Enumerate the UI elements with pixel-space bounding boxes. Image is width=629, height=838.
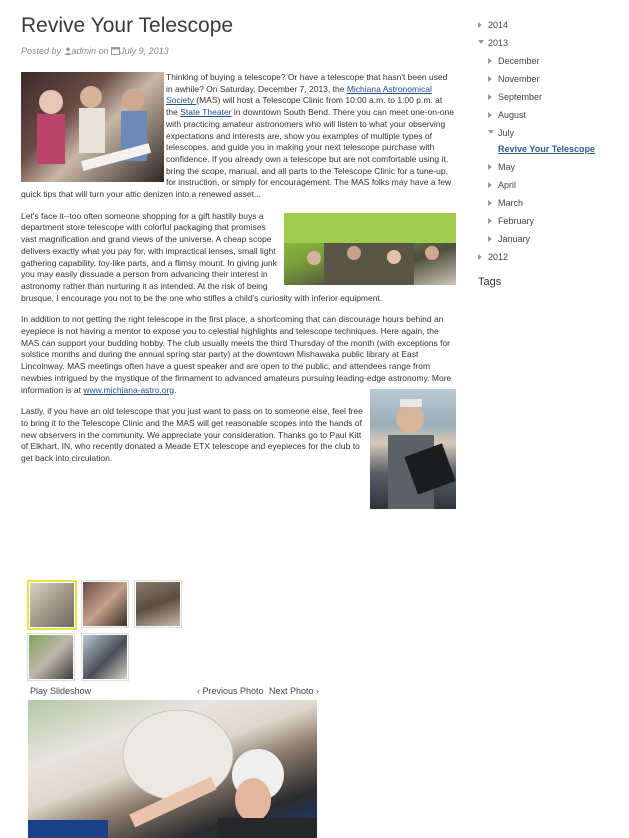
paragraph-2: Let's face it--too often someone shopping for a gift hastily buys a department store telescope with colorful packaging that promises vast magnification and grand views of the universe. A cheap scope delivers exactly what you pay for, with impractical lenses, small light gathering capability, toy-like parts, and a flimsy mount. In giving junk you may easily dissuade a person from advancing their interest in astronomy rather than nurturing it as intended. At the risk of being brusque, I encourage you not to be the one who stifles a child's curiosity with inferior equipment. [21,210,383,303]
gallery-thumbnail-selected[interactable] [27,580,77,630]
user-icon [64,47,72,57]
current-post-link[interactable]: Revive Your Telescope [498,144,596,154]
archive-month-november[interactable]: November [478,72,618,90]
play-slideshow-link[interactable]: Play Slideshow [30,686,92,696]
archive-month-april[interactable]: April [478,178,618,196]
previous-photo-link[interactable]: ‹ Previous Photo [197,686,264,696]
telescope-clinic-photo[interactable] [21,72,164,182]
author-link[interactable]: admin [71,46,97,56]
post-title: Revive Your Telescope [21,14,234,37]
archive-month-september[interactable]: September [478,90,618,108]
archive-month-may[interactable]: May [478,160,618,178]
calendar-icon [111,46,120,57]
gallery-thumbnail[interactable] [27,633,75,681]
collapsed-arrow-icon [488,112,492,118]
post-meta [21,46,169,57]
archive-month-february[interactable]: February [478,214,618,232]
paragraph-4: Lastly, if you have an old telescope that you just want to pass on to someone else, feel free to bring it to the Telescope Clinic and the MAS will get reasonable scopes into the hands of new observers in the community. We appreciate your consideration. Thanks go to Paul Kitt of Elkhart, IN, who recently donated a Meade ETX telescope and eyepieces for the club to get back into circulation. [21,406,363,464]
archive-sidebar [478,18,618,268]
archive-year-2012[interactable]: 2012 [478,250,618,268]
gallery-thumbnail[interactable] [81,580,129,628]
michiana-astronomical-society-link[interactable]: Michiana Astronomical Society [166,83,432,106]
collapsed-arrow-icon [488,76,492,82]
posted-by-label: Posted by [21,46,62,56]
state-theater-link[interactable]: State Theater [180,107,232,118]
gallery-thumbnail[interactable] [81,633,129,681]
expanded-arrow-icon [488,130,494,134]
archive-month-december[interactable]: December [478,54,618,72]
collapsed-arrow-icon [488,200,492,206]
collapsed-arrow-icon [488,218,492,224]
archive-month-march[interactable]: March [478,196,618,214]
archive-month-august[interactable]: August [478,108,618,126]
collapsed-arrow-icon [488,182,492,188]
collapsed-arrow-icon [488,164,492,170]
club-meeting-photo[interactable] [284,213,456,285]
archive-post-current [478,144,618,160]
collapsed-arrow-icon [478,22,482,28]
archive-year-2013[interactable]: 2013 [478,36,618,54]
post-date-link[interactable]: July 9, 2013 [120,46,169,56]
expanded-arrow-icon [478,40,484,44]
paragraph-3: In addition to not getting the right telescope in the first place, a shortcoming that can discourage hours behind an eyepiece is not having a mentor to expose you to celestial highlights and telescope techniques. Here again, the MAS can support your budding hobby. The club usually meets the third Thursday of the month (with exceptions for solstice months and during the annual spring star party) at the downtown Mishawaka public library at East Lincolnway. MAS meetings often have a guest speaker and are open to the public, and attendees range from newbies intrigued by the mystique of the firmament to advanced amateurs pursuing leading-edge astronomy. More information is at www.michiana-astro.org. [21,314,452,395]
paragraph-1: Thinking of buying a telescope? Or have a telescope that hasn't been used in awhile? On Saturday, December 7, 2013, the Michiana Astronomical Society (MAS) will host a Telescope Clinic from 10:00 a.m. to 1:00 p.m. at the State Theater in downtown South Bend. There you can meet one-on-one with practicing amateur astronomers who will listen to what your observing expectations and interests are, show you examples of multiple types of telescopes, and guide you in making your next telescope purchase with confidence. If you already own a telescope but are not comfortable using it, bring the scope, manual, and all parts to the Telescope Clinic for a tune-up, for instruction, or simply for encouragement. The MAS folks may have a few quick tips that will turn your attic denizen into a renewed asset... [21,72,454,200]
donor-photo[interactable] [370,389,456,509]
gallery-thumbnail[interactable] [134,580,182,628]
collapsed-arrow-icon [488,58,492,64]
archive-month-january[interactable]: January [478,232,618,250]
michiana-astro-website-link[interactable]: www.michiana-astro.org [83,384,175,395]
next-photo-link[interactable]: Next Photo › [269,686,320,696]
archive-month-july[interactable]: July [478,126,618,144]
on-label: on [98,46,109,56]
collapsed-arrow-icon [488,94,492,100]
slideshow-main-photo[interactable] [28,700,317,838]
archive-year-2014[interactable]: 2014 [478,18,618,36]
post-content [21,72,456,513]
collapsed-arrow-icon [478,254,482,260]
tags-heading: Tags [478,276,502,288]
collapsed-arrow-icon [488,236,492,242]
